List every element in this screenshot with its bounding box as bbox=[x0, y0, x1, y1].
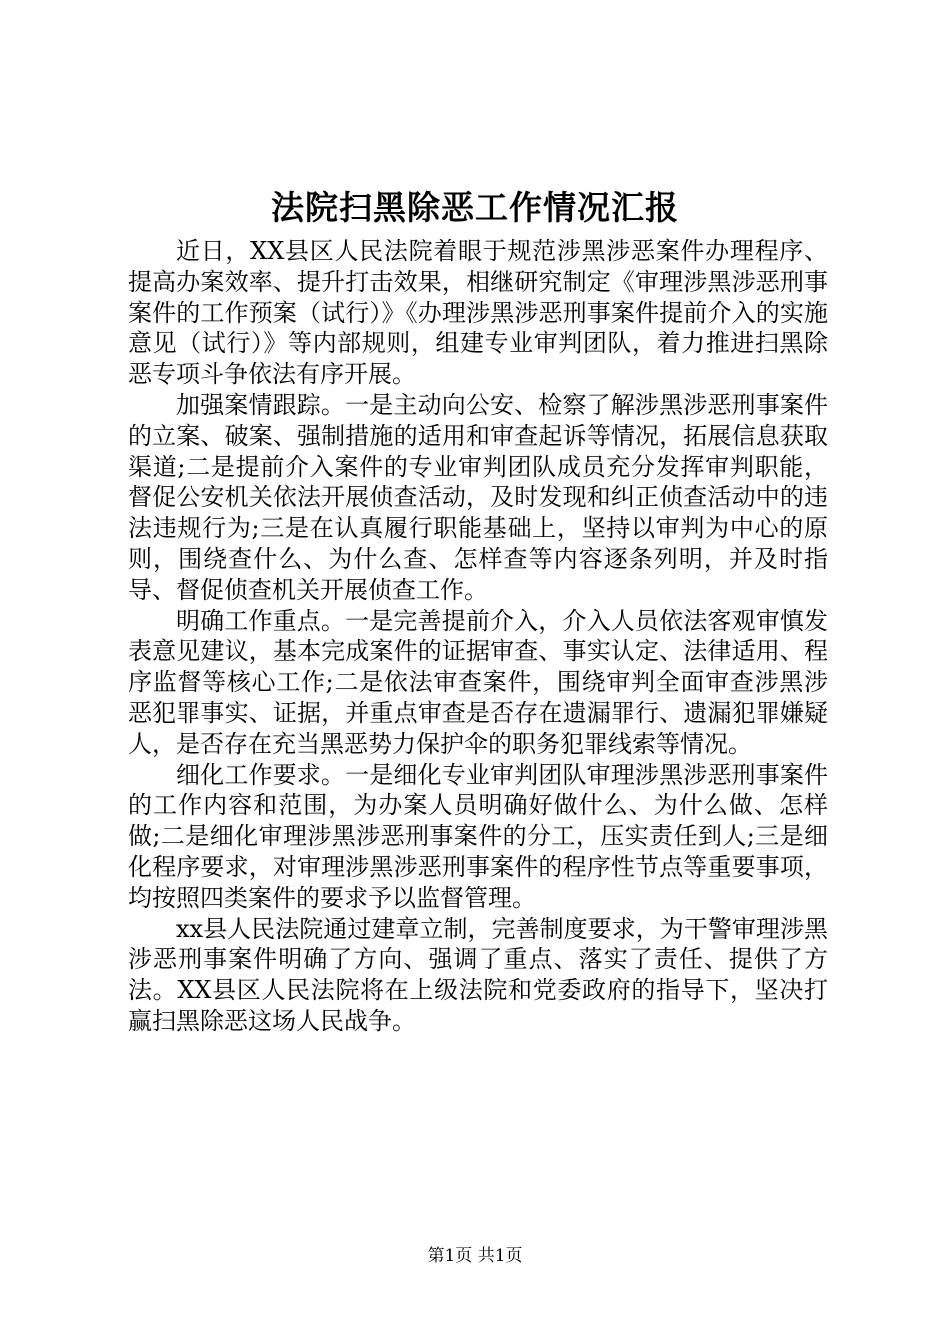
page-number-footer: 第1页 共1页 bbox=[427, 1246, 523, 1266]
paragraph-intro: 近日，XX县区人民法院着眼于规范涉黑涉恶案件办理程序、提高办案效率、提升打击效果，相继研究制定《审理涉黑涉恶刑事案件的工作预案（试行）》《办理涉黑涉恶刑事案件提前介入的实施意见（试行）》等内部规则，组建专业审判团队，着力推进扫黑除恶专项斗争依法有序开展。 bbox=[128, 237, 828, 389]
paragraph-work-requirements: 细化工作要求。一是细化专业审判团队审理涉黑涉恶刑事案件的工作内容和范围，为办案人员明确好做什么、为什么做、怎样做;二是细化审理涉黑涉恶刑事案件的分工，压实责任到人;三是细化程序要求，对审理涉黑涉恶刑事案件的程序性节点等重要事项，均按照四类案件的要求予以监督管理。 bbox=[128, 760, 828, 912]
paragraph-work-focus: 明确工作重点。一是完善提前介入，介入人员依法客观审慎发表意见建议，基本完成案件的证据审查、事实认定、法律适用、程序监督等核心工作;二是依法审查案件，围绕审判全面审查涉黑涉恶犯罪事实、证据，并重点审查是否存在遗漏罪行、遗漏犯罪嫌疑人，是否存在充当黑恶势力保护伞的职务犯罪线索等情况。 bbox=[128, 606, 828, 758]
paragraph-case-tracking: 加强案情跟踪。一是主动向公安、检察了解涉黑涉恶刑事案件的立案、破案、强制措施的适用和审查起诉等情况，拓展信息获取渠道;二是提前介入案件的专业审判团队成员充分发挥审判职能，督促公安机关依法开展侦查活动，及时发现和纠正侦查活动中的违法违规行为;三是在认真履行职能基础上，坚持以审判为中心的原则，围绕查什么、为什么查、怎样查等内容逐条列明，并及时指导、督促侦查机关开展侦查工作。 bbox=[128, 390, 828, 604]
paragraph-conclusion: xx县人民法院通过建章立制，完善制度要求，为干警审理涉黑涉恶刑事案件明确了方向、强调了重点、落实了责任、提供了方法。XX县区人民法院将在上级法院和党委政府的指导下，坚决打赢扫黑除恶这场人民战争。 bbox=[128, 914, 828, 1035]
document-title: 法院扫黑除恶工作情况汇报 bbox=[271, 188, 679, 227]
document-body bbox=[128, 236, 828, 1037]
